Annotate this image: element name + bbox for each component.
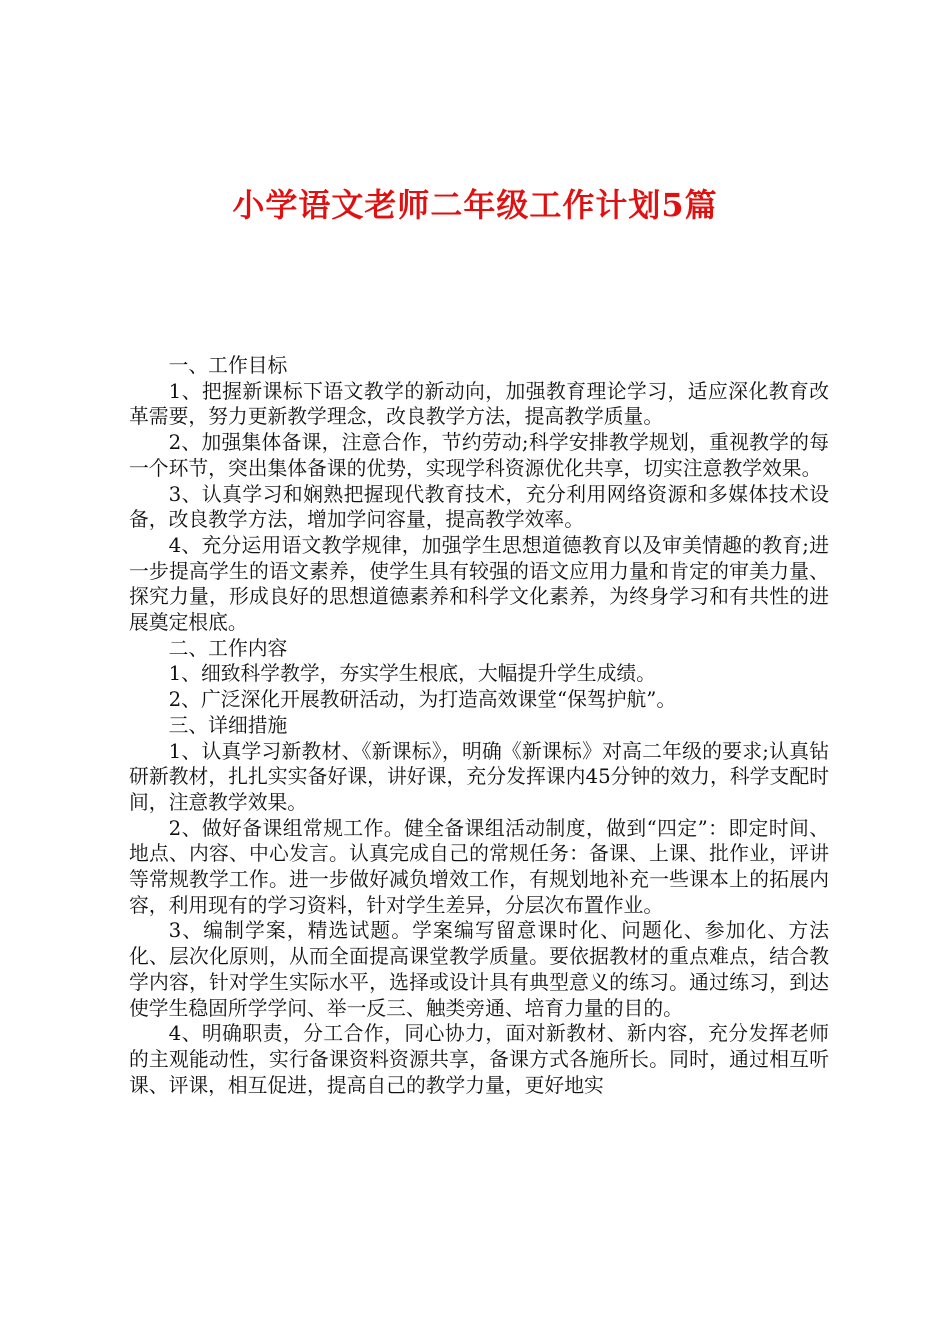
measure-item-2: 2、做好备课组常规工作。健全备课组活动制度，做到“四定”：即定时间、地点、内容、中心发言。认真完成自己的常规任务：备课、上课、批作业，评讲等常规教学工作。进一步做好减负增效工作，有规划地补充一些课本上的拓展内容，利用现有的学习资料，针对学生差异，分层次布置作业。	[129, 816, 829, 917]
measure-item-4: 4、明确职责，分工合作，同心协力，面对新教材、新内容，充分发挥老师的主观能动性，实行备课资料资源共享，备课方式各施所长。同时，通过相互听课、评课，相互促进，提高自己的教学力量，更好地实	[129, 1022, 829, 1097]
goal-item-3: 3、认真学习和娴熟把握现代教育技术，充分利用网络资源和多媒体技术设备，改良教学方法，增加学问容量，提高教学效率。	[129, 482, 829, 532]
document-body	[129, 353, 829, 1098]
goal-item-2: 2、加强集体备课，注意合作，节约劳动;科学安排教学规划，重视教学的每一个环节，突出集体备课的优势，实现学科资源优化共享，切实注意教学效果。	[129, 431, 829, 480]
document-title: 小学语文老师二年级工作计划5篇	[232, 186, 718, 224]
heading-work-goals: 一、工作目标	[168, 354, 288, 377]
goal-item-1: 1、把握新课标下语文教学的新动向，加强教育理论学习，适应深化教育改革需要，努力更新教学理念，改良教学方法，提高教学质量。	[129, 379, 829, 429]
heading-detailed-measures: 三、详细措施	[168, 713, 288, 737]
goal-item-4: 4、充分运用语文教学规律，加强学生思想道德教育以及审美情趣的教育;进一步提高学生的语文素养，使学生具有较强的语文应用力量和肯定的审美力量、探究力量，形成良好的思想道德素养和科学文化素养，为终身学习和有共性的进展奠定根底。	[129, 533, 829, 635]
measure-item-3: 3、编制学案，精选试题。学案编写留意课时化、问题化、参加化、方法化、层次化原则，从而全面提高课堂教学质量。要依据教材的重点难点，结合教学内容，针对学生实际水平，选择或设计具有典型意义的练习。通过练习，到达使学生稳固所学学问、举一反三、触类旁通、培育力量的目的。	[129, 919, 829, 1020]
measure-item-1: 1、认真学习新教材、《新课标》，明确《新课标》对高二年级的要求;认真钻研新教材，扎扎实实备好课，讲好课，充分发挥课内45分钟的效力，科学支配时间，注意教学效果。	[129, 739, 829, 814]
content-item-1: 1、细致科学教学，夯实学生根底，大幅提升学生成绩。	[168, 662, 656, 686]
content-item-2: 2、广泛深化开展教研活动，为打造高效课堂“保驾护航”。	[168, 688, 677, 712]
heading-work-content: 二、工作内容	[168, 636, 288, 660]
